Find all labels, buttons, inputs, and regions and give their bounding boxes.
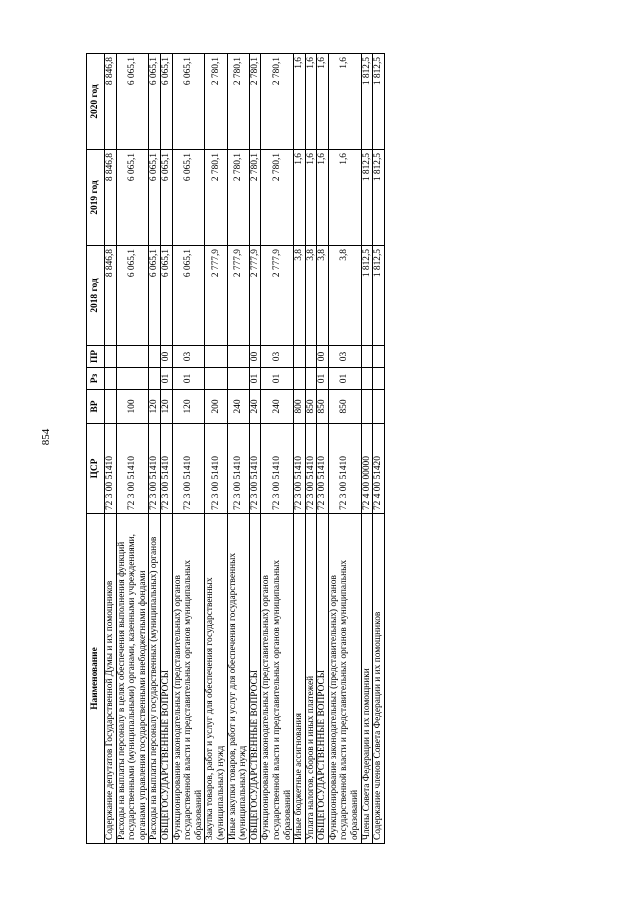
header-vr: ВР [87,390,105,424]
row-csr: 72 3 00 51410 [149,424,161,514]
row-pr: 00 [317,346,329,368]
row-value-2020: 1 812,5 [373,54,385,150]
row-csr: 72 3 00 51410 [160,424,172,514]
row-vr: 240 [261,390,294,424]
row-vr: 240 [227,390,249,424]
row-pr: 03 [172,346,205,368]
row-pr [373,346,385,368]
header-2020: 2020 год [87,54,105,150]
row-value-2020: 1 812,5 [361,54,373,150]
row-value-2020: 2 780,1 [227,54,249,150]
header-rz: Рз [87,368,105,390]
row-value-2019: 1 812,5 [361,150,373,246]
row-csr: 72 3 00 51410 [328,424,361,514]
row-rz [149,368,161,390]
header-pr: ПР [87,346,105,368]
row-vr: 800 [294,390,306,424]
row-csr: 72 3 00 51410 [294,424,306,514]
row-vr: 850 [317,390,329,424]
table-row [227,54,249,844]
table-row [294,54,306,844]
row-value-2020: 2 780,1 [249,54,261,150]
row-csr: 72 4 00 00000 [361,424,373,514]
row-pr [116,346,149,368]
row-value-2018: 6 065,1 [172,246,205,346]
row-value-2019: 2 780,1 [205,150,227,246]
row-value-2020: 6 065,1 [149,54,161,150]
row-value-2020: 1,6 [317,54,329,150]
row-pr: 00 [160,346,172,368]
row-value-2019: 6 065,1 [116,150,149,246]
table-row [361,54,373,844]
row-csr: 72 3 00 51410 [105,424,117,514]
row-value-2020: 2 780,1 [205,54,227,150]
row-vr: 120 [160,390,172,424]
row-value-2019: 1 812,5 [373,150,385,246]
row-name: ОБЩЕГОСУДАРСТВЕННЫЕ ВОПРОСЫ [317,514,329,844]
row-value-2018: 3,8 [317,246,329,346]
row-name: Расходы на выплаты персоналу в целях обеспечения выполнения функций государственными (муниципальными) органами, казенными учреждениями, органами управления государственными внебюджетными фондами [116,514,149,844]
row-vr [105,390,117,424]
row-rz: 01 [249,368,261,390]
table-row [317,54,329,844]
row-pr [205,346,227,368]
table-row [305,54,317,844]
row-value-2019: 2 780,1 [227,150,249,246]
row-pr [294,346,306,368]
row-vr [373,390,385,424]
row-value-2018: 3,8 [305,246,317,346]
header-2018: 2018 год [87,246,105,346]
table-row [172,54,205,844]
row-value-2018: 2 777,9 [261,246,294,346]
row-value-2020: 6 065,1 [160,54,172,150]
row-name: Иные закупки товаров, работ и услуг для обеспечения государственных (муниципальных) нужд [227,514,249,844]
row-value-2019: 8 846,8 [105,150,117,246]
row-value-2019: 6 065,1 [172,150,205,246]
row-csr: 72 3 00 51410 [116,424,149,514]
table-row [105,54,117,844]
row-value-2019: 1,6 [294,150,306,246]
row-rz: 01 [160,368,172,390]
row-value-2019: 1,6 [328,150,361,246]
row-name: Содержание депутатов Государственной Думы и их помощников [105,514,117,844]
row-name: Функционирование законодательных (представительных) органов государственной власти и представительных органов муниципальных образований [328,514,361,844]
table-row [373,54,385,844]
row-name: Содержание членов Совета Федерации и их помощников [373,514,385,844]
row-pr: 03 [328,346,361,368]
row-name: Функционирование законодательных (представительных) органов государственной власти и представительных органов муниципальных образований [172,514,205,844]
budget-table [86,53,385,844]
header-name: Наименование [87,514,105,844]
row-value-2020: 2 780,1 [261,54,294,150]
table-row [261,54,294,844]
row-vr: 100 [116,390,149,424]
row-value-2020: 6 065,1 [116,54,149,150]
row-value-2018: 2 777,9 [249,246,261,346]
row-vr [361,390,373,424]
row-value-2019: 2 780,1 [261,150,294,246]
row-value-2019: 2 780,1 [249,150,261,246]
row-vr: 850 [328,390,361,424]
row-name: Иные бюджетные ассигнования [294,514,306,844]
row-value-2020: 1,6 [305,54,317,150]
row-rz: 01 [172,368,205,390]
table-row [249,54,261,844]
row-value-2020: 8 846,8 [105,54,117,150]
row-rz: 01 [261,368,294,390]
row-value-2019: 1,6 [317,150,329,246]
row-value-2018: 1 812,5 [373,246,385,346]
row-name: Расходы на выплаты персоналу государственных (муниципальных) органов [149,514,161,844]
row-csr: 72 3 00 51410 [305,424,317,514]
row-pr: 00 [249,346,261,368]
row-vr: 120 [149,390,161,424]
row-csr: 72 3 00 51410 [172,424,205,514]
row-value-2019: 6 065,1 [160,150,172,246]
row-value-2018: 3,8 [294,246,306,346]
table-row [328,54,361,844]
row-value-2020: 1,6 [294,54,306,150]
row-pr [227,346,249,368]
row-value-2018: 2 777,9 [227,246,249,346]
row-csr: 72 4 00 51420 [373,424,385,514]
row-value-2019: 1,6 [305,150,317,246]
row-rz [361,368,373,390]
row-name: Функционирование законодательных (представительных) органов государственной власти и представительных органов муниципальных образований [261,514,294,844]
row-value-2020: 1,6 [328,54,361,150]
row-name: ОБЩЕГОСУДАРСТВЕННЫЕ ВОПРОСЫ [160,514,172,844]
table-row [116,54,149,844]
row-value-2018: 3,8 [328,246,361,346]
row-vr: 200 [205,390,227,424]
row-vr: 240 [249,390,261,424]
row-value-2020: 6 065,1 [172,54,205,150]
row-value-2018: 8 846,8 [105,246,117,346]
row-vr: 120 [172,390,205,424]
row-pr [361,346,373,368]
header-csr: ЦСР [87,424,105,514]
page-number: 854 [40,428,52,446]
row-rz [294,368,306,390]
row-value-2019: 6 065,1 [149,150,161,246]
row-csr: 72 3 00 51410 [261,424,294,514]
row-name: Уплата налогов, сборов и иных платежей [305,514,317,844]
row-rz: 01 [317,368,329,390]
row-rz [205,368,227,390]
row-value-2018: 6 065,1 [160,246,172,346]
row-pr [149,346,161,368]
row-pr: 03 [261,346,294,368]
row-value-2018: 6 065,1 [149,246,161,346]
row-rz [305,368,317,390]
table-row [205,54,227,844]
row-rz [116,368,149,390]
table-row [160,54,172,844]
row-name: Закупка товаров, работ и услуг для обеспечения государственных (муниципальных) нужд [205,514,227,844]
row-rz: 01 [328,368,361,390]
rotated-page-content [86,54,529,844]
row-vr: 850 [305,390,317,424]
row-rz [373,368,385,390]
row-value-2018: 6 065,1 [116,246,149,346]
row-value-2018: 2 777,9 [205,246,227,346]
header-2019: 2019 год [87,150,105,246]
row-csr: 72 3 00 51410 [249,424,261,514]
row-pr [305,346,317,368]
row-name: ОБЩЕГОСУДАРСТВЕННЫЕ ВОПРОСЫ [249,514,261,844]
row-name: Члены Совета Федерации и их помощники [361,514,373,844]
table-header-row [87,54,105,844]
row-pr [105,346,117,368]
row-csr: 72 3 00 51410 [317,424,329,514]
row-csr: 72 3 00 51410 [227,424,249,514]
row-rz [227,368,249,390]
row-csr: 72 3 00 51410 [205,424,227,514]
row-rz [105,368,117,390]
row-value-2018: 1 812,5 [361,246,373,346]
table-row [149,54,161,844]
